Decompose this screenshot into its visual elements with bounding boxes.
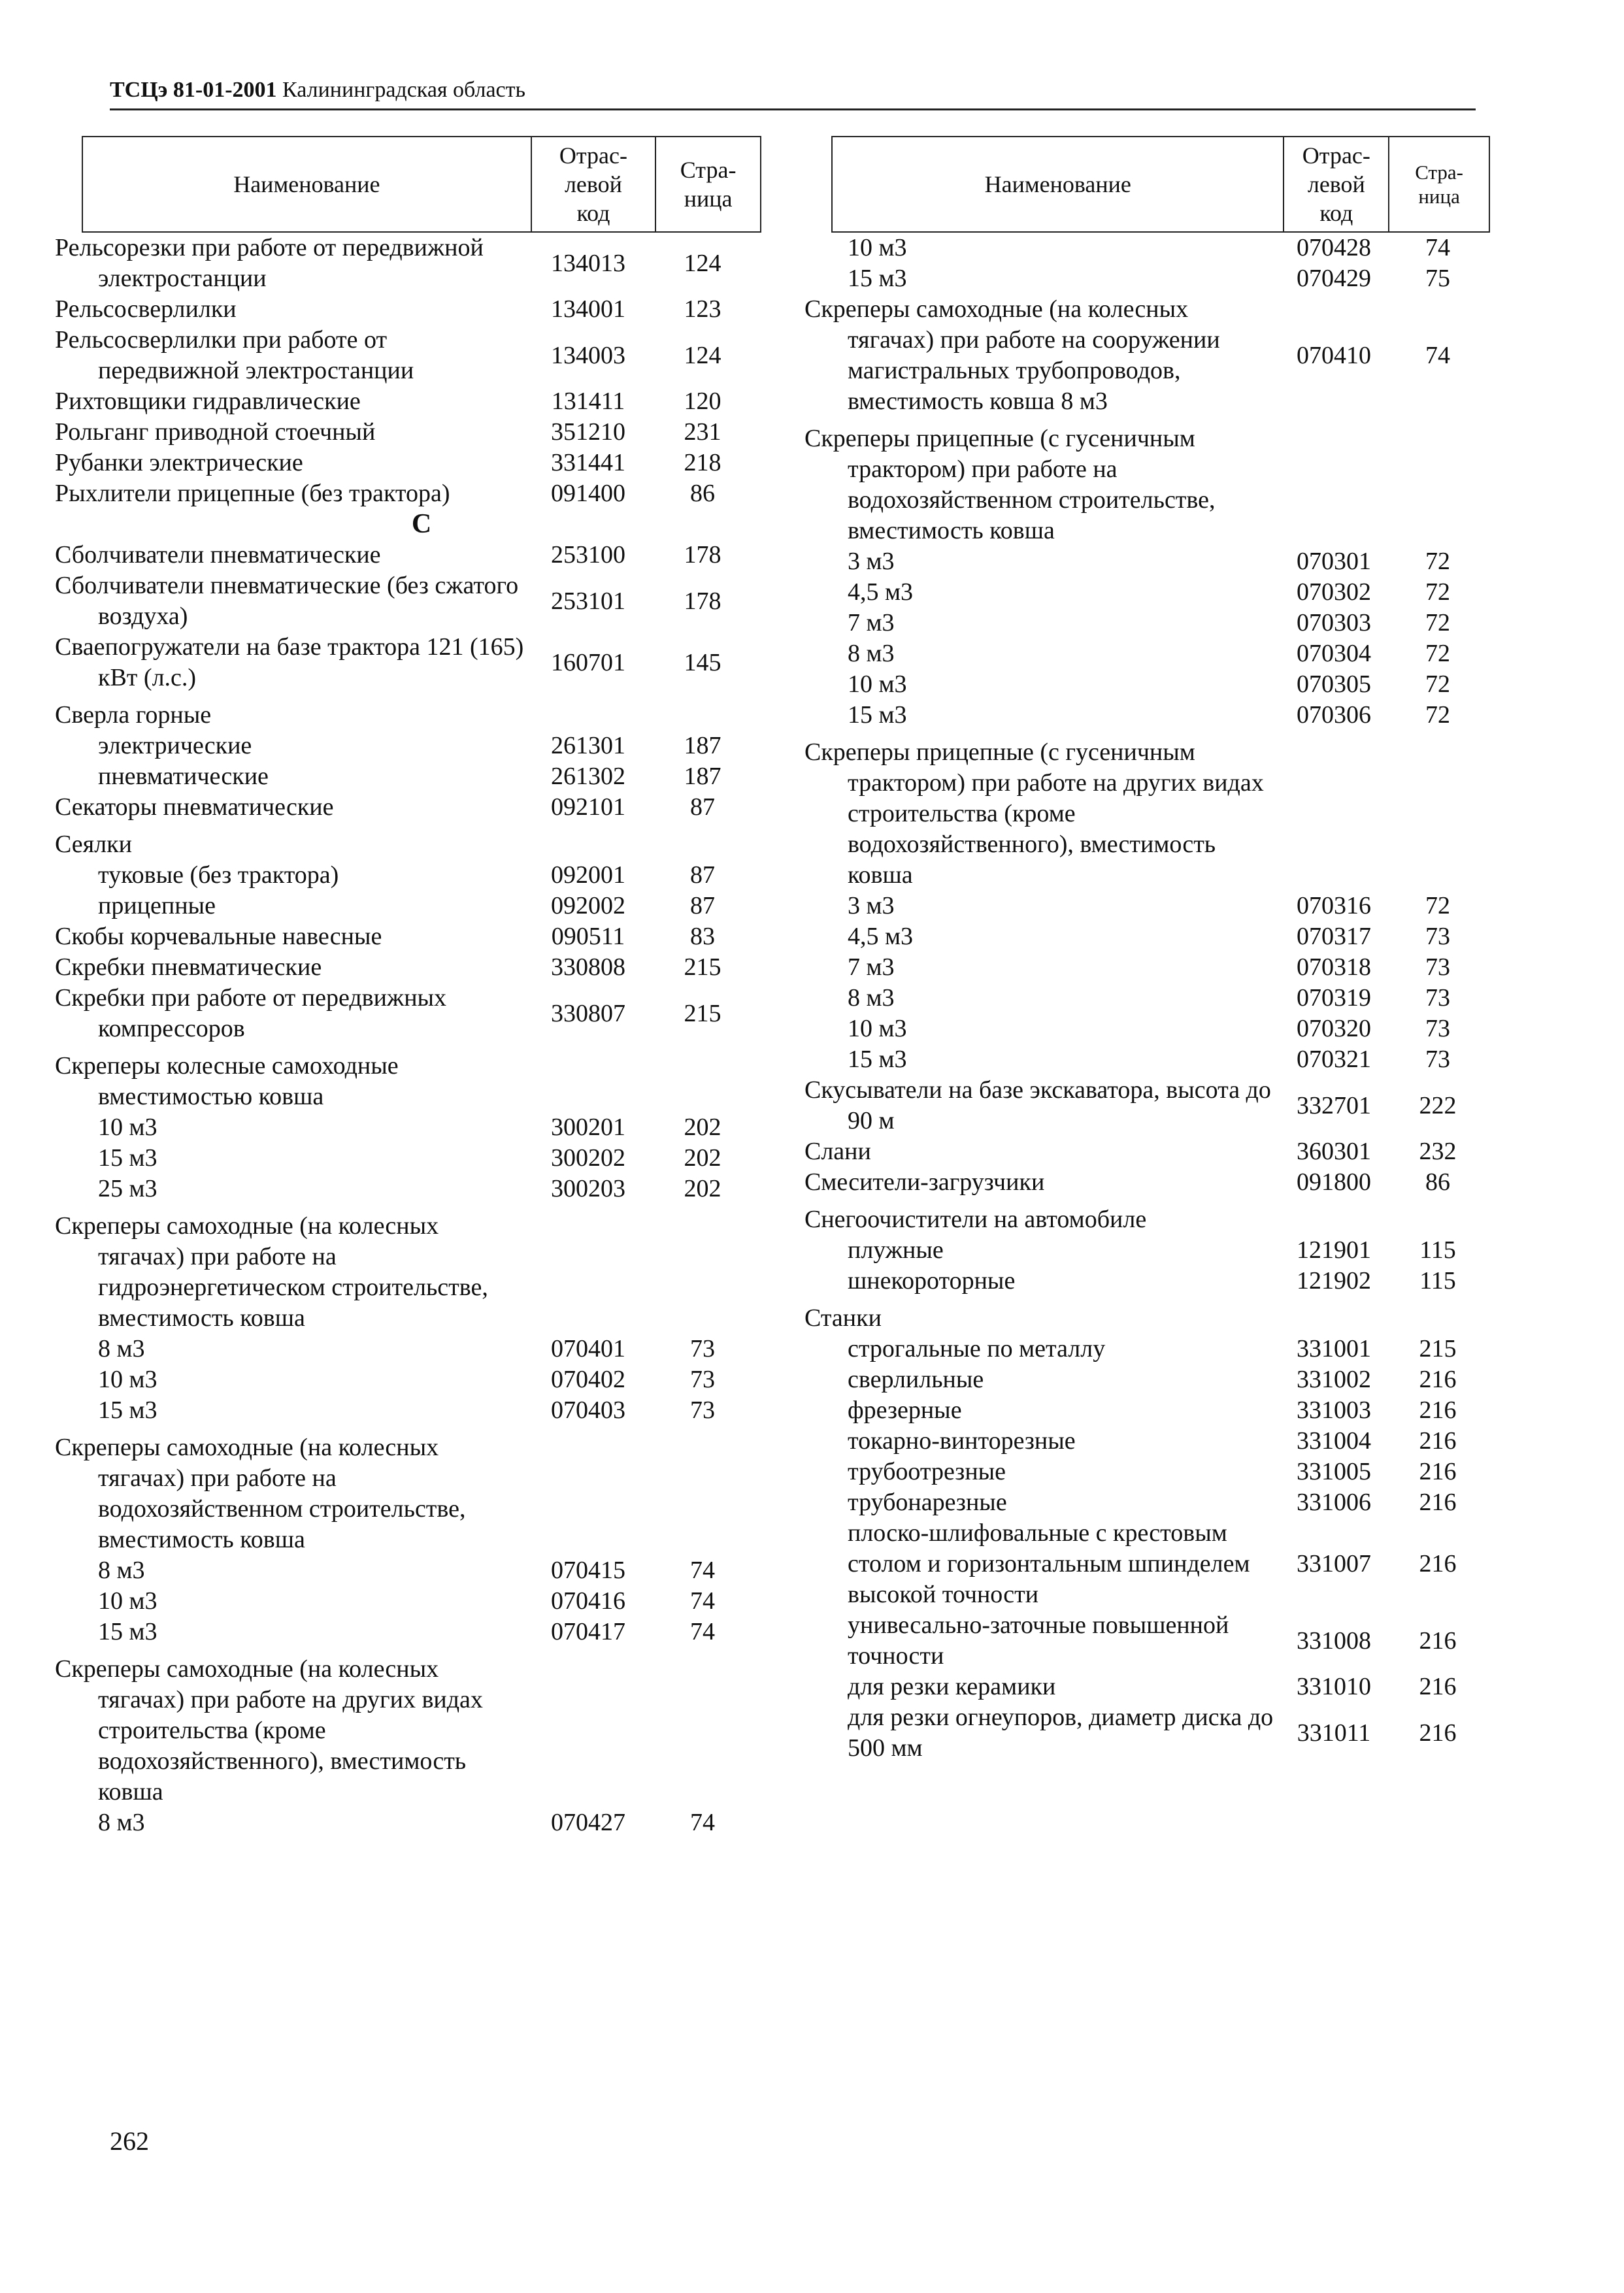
item-code: 092002 [551,892,625,919]
item-page: 72 [1425,578,1450,606]
right-column-table [804,136,1490,1764]
item-code: 331007 [1297,1550,1371,1577]
table-row [55,540,761,570]
table-row [82,1364,761,1395]
table-row [831,1235,1490,1266]
item-name: 4,5 м3 [848,923,914,950]
item-name: 15 м3 [98,1144,157,1172]
item-code: 070410 [1297,341,1371,369]
item-code: 331001 [1297,1335,1371,1362]
table-row [831,608,1490,638]
item-page: 72 [1425,640,1450,667]
item-code: 332701 [1297,1091,1371,1119]
table-row [55,952,761,983]
item-name: Слани [804,1138,871,1165]
item-code: 090511 [551,923,625,950]
item-name: Скусыватели на базе экскаватора, высота до 90 м [804,1076,1271,1134]
table-header [831,136,1490,233]
item-page: 202 [684,1175,721,1202]
group-heading-row [55,1051,761,1112]
item-code: 253100 [551,541,625,569]
item-name: Скребки при работе от передвижных компрессоров [55,984,447,1042]
item-name: для резки огнеупоров, диаметр диска до 500 мм [848,1704,1274,1762]
item-code: 331004 [1297,1427,1371,1455]
item-code: 253101 [551,587,625,615]
item-page: 222 [1419,1091,1457,1119]
item-page: 73 [1425,1015,1450,1042]
table-row [831,1334,1490,1364]
item-name: 10 м3 [98,1114,157,1141]
table-row [55,448,761,478]
page-header [110,77,1476,103]
header-name: Наименование [984,171,1131,197]
item-name: Скребки пневматические [55,953,322,981]
item-name: 10 м3 [98,1366,157,1393]
item-name: Рольганг приводной стоечный [55,418,376,446]
item-name: Рельсосверлилки [55,295,237,323]
item-page: 215 [1419,1335,1457,1362]
table-row [831,1457,1490,1487]
item-page: 73 [1425,1046,1450,1073]
item-name: токарно-винторезные [848,1427,1076,1455]
item-code: 070415 [551,1557,625,1584]
item-page: 86 [1425,1168,1450,1196]
item-page: 74 [690,1618,715,1645]
header-code-text: Отрас- левой код [1302,142,1370,226]
item-page: 178 [684,541,721,569]
item-code: 331008 [1297,1626,1371,1655]
table-row [82,1555,761,1586]
item-code: 070429 [1297,265,1371,292]
item-code: 070320 [1297,1015,1371,1042]
item-code: 091800 [1297,1168,1371,1196]
item-name: шнекороторные [848,1267,1016,1295]
table-row [82,731,761,761]
item-page: 86 [690,480,715,507]
item-code: 261301 [551,732,625,759]
item-name: прицепные [98,892,216,919]
item-page: 75 [1425,265,1450,292]
item-code: 070303 [1297,609,1371,636]
group-heading-row [55,829,761,860]
table-row [82,1174,761,1204]
item-name: 10 м3 [848,670,907,698]
item-page: 145 [684,648,721,676]
item-page: 215 [684,999,721,1027]
table-row [82,1586,761,1617]
header-code-text: Отрас- левой код [559,142,628,226]
item-page: 216 [1419,1626,1457,1655]
item-code: 070305 [1297,670,1371,698]
item-name: Скреперы прицепные (с гусеничным трактором) при работе на водохозяйственном строительстве, вместимость ковша [804,425,1216,544]
item-name: 4,5 м3 [848,578,914,606]
header-page-text: Стра- ница [1415,161,1463,208]
item-name: унивесально-заточные повышенной точности [848,1611,1229,1670]
item-code: 331006 [1297,1489,1371,1516]
table-row [82,1395,761,1426]
item-code: 070319 [1297,984,1371,1012]
table-row [831,1426,1490,1457]
item-page: 216 [1419,1489,1457,1516]
table-row [82,860,761,891]
item-name: Рельсорезки при работе от передвижной электростанции [55,234,484,292]
item-name: Рихтовщики гидравлические [55,388,361,415]
item-name: для резки керамики [848,1673,1056,1700]
item-name: 8 м3 [98,1809,145,1836]
item-page: 87 [690,793,715,821]
item-page: 115 [1419,1267,1456,1295]
item-page: 216 [1419,1366,1457,1393]
item-code: 360301 [1297,1138,1371,1165]
table-row [831,1702,1490,1764]
item-code: 121901 [1297,1236,1371,1264]
item-name: 7 м3 [848,953,895,981]
group-heading-row [804,1303,1490,1334]
item-name: трубонарезные [848,1489,1007,1516]
item-code: 134003 [551,341,625,369]
table-row [804,1167,1490,1198]
item-name: 3 м3 [848,892,895,919]
left-table-body [55,233,761,1838]
item-page: 216 [1419,1673,1457,1700]
table-header [82,136,761,233]
table-row [55,632,761,693]
item-code: 300203 [551,1175,625,1202]
item-page: 74 [1425,234,1450,261]
item-page: 216 [1419,1427,1457,1455]
item-name: Рубанки электрические [55,449,303,476]
item-page: 216 [1419,1458,1457,1485]
group-heading-row [55,1432,761,1555]
table-row [831,952,1490,983]
item-code: 070318 [1297,953,1371,981]
table-row [55,294,761,325]
item-code: 121902 [1297,1267,1371,1295]
item-code: 134013 [551,249,625,277]
item-code: 091400 [551,480,625,507]
item-name: 8 м3 [848,640,895,667]
item-name: 10 м3 [848,1015,907,1042]
item-code: 330808 [551,953,625,981]
item-page: 72 [1425,670,1450,698]
table-row [82,1112,761,1143]
item-page: 215 [684,953,721,981]
item-page: 83 [690,923,715,950]
table-row [831,921,1490,952]
item-name: 10 м3 [848,234,907,261]
item-code: 070417 [551,1618,625,1645]
header-page [655,137,760,231]
item-page: 216 [1419,1719,1457,1747]
item-name: 8 м3 [848,984,895,1012]
group-heading-row [804,1204,1490,1235]
item-code: 351210 [551,418,625,446]
left-column-table [55,136,761,1838]
item-code: 070416 [551,1587,625,1615]
item-name: трубоотрезные [848,1458,1006,1485]
item-name: Скобы корчевальные навесные [55,923,382,950]
item-name: 8 м3 [98,1557,145,1584]
group-heading-row [55,1654,761,1807]
header-page [1388,137,1489,231]
item-name: 25 м3 [98,1175,157,1202]
item-name: туковые (без трактора) [98,861,339,889]
item-name: плоско-шлифовальные с крестовым столом и горизонтальным шпинделем высокой точности [848,1519,1250,1608]
item-code: 070403 [551,1396,625,1424]
table-row [55,921,761,952]
item-code: 331011 [1297,1719,1371,1747]
item-code: 070427 [551,1809,625,1836]
item-page: 72 [1425,892,1450,919]
table-row [831,1395,1490,1426]
item-code: 331010 [1297,1673,1371,1700]
table-row [82,1807,761,1838]
item-code: 331441 [551,449,625,476]
item-name: Скреперы прицепные (с гусеничным трактором) при работе на других видах строительства (кроме водохозяйственного), вместимость ковша [804,738,1264,889]
region-name: Калининградская область [282,78,526,102]
table-row [831,1044,1490,1075]
header-page-text: Стра- ница [680,157,737,212]
item-code: 092101 [551,793,625,821]
item-name: Скреперы самоходные (на колесных тягачах) при работе на гидроэнергетическом строительстве, вместимость ковша [55,1212,488,1332]
item-page: 73 [1425,923,1450,950]
item-page: 73 [690,1366,715,1393]
item-code: 070321 [1297,1046,1371,1073]
item-name: Сболчиватели пневматические (без сжатого воздуха) [55,572,519,630]
item-page: 202 [684,1144,721,1172]
item-page: 231 [684,418,721,446]
item-code: 070304 [1297,640,1371,667]
table-row [55,478,761,509]
group-heading-row [804,737,1490,891]
item-name: 15 м3 [848,701,907,729]
item-name: строгальные по металлу [848,1335,1106,1362]
group-heading-row [804,423,1490,546]
item-code: 134001 [551,295,625,323]
item-page: 73 [690,1335,715,1362]
right-table-body [804,233,1490,1764]
table-row [804,1075,1490,1136]
table-row [831,1014,1490,1044]
table-row [82,1143,761,1174]
table-row [804,1136,1490,1167]
item-name: Скреперы самоходные (на колесных тягачах) при работе на сооружении магистральных трубопроводов, вместимость ковша 8 м3 [804,295,1220,415]
item-name: фрезерные [848,1396,962,1424]
item-code: 070402 [551,1366,625,1393]
item-code: 330807 [551,999,625,1027]
item-name: Сваепогружатели на базе трактора 121 (165) кВт (л.с.) [55,633,524,691]
item-name: Рельсосверлилки при работе от передвижной электростанции [55,326,414,384]
item-page: 72 [1425,548,1450,575]
table-row [831,577,1490,608]
item-code: 261302 [551,763,625,790]
item-code: 092001 [551,861,625,889]
item-code: 160701 [551,648,625,676]
table-row [82,1334,761,1364]
table-row [831,638,1490,669]
table-row [831,700,1490,731]
table-row [82,891,761,921]
item-name: 15 м3 [848,1046,907,1073]
item-name: Сболчиватели пневматические [55,541,381,569]
item-page: 74 [690,1809,715,1836]
item-page: 124 [684,249,721,277]
item-code: 070428 [1297,234,1371,261]
item-page: 115 [1419,1236,1456,1264]
item-name: 10 м3 [98,1587,157,1615]
item-name: пневматические [98,763,269,790]
item-page: 72 [1425,701,1450,729]
item-page: 187 [684,732,721,759]
table-row [55,570,761,632]
table-row [831,891,1490,921]
item-name: Сверла горные [55,701,212,729]
item-code: 070302 [1297,578,1371,606]
item-name: 15 м3 [98,1618,157,1645]
item-name: Станки [804,1304,882,1332]
table-row [55,792,761,823]
item-name: Снегоочистители на автомобиле [804,1206,1147,1233]
item-page: 87 [690,861,715,889]
item-name: Секаторы пневматические [55,793,334,821]
page-number: 262 [110,2126,149,2156]
item-code: 070316 [1297,892,1371,919]
item-name: электрические [98,732,252,759]
item-page: 202 [684,1114,721,1141]
item-page: 123 [684,295,721,323]
header-code [531,137,655,231]
table-row [82,761,761,792]
group-heading-row [55,1211,761,1334]
table-row [831,263,1490,294]
item-name: 15 м3 [848,265,907,292]
table-row [831,1487,1490,1518]
item-page: 216 [1419,1396,1457,1424]
item-name: плужные [848,1236,944,1264]
document-code: ТСЦэ 81-01-2001 [110,78,277,102]
item-code: 070317 [1297,923,1371,950]
header-code [1283,137,1388,231]
item-name: сверлильные [848,1366,984,1393]
item-page: 74 [1425,341,1450,369]
table-row [82,1617,761,1647]
item-name: Смесители-загрузчики [804,1168,1045,1196]
item-page: 72 [1425,609,1450,636]
table-row [55,386,761,417]
item-page: 232 [1419,1138,1457,1165]
table-row [831,983,1490,1014]
item-page: 87 [690,892,715,919]
table-row [831,1672,1490,1702]
item-code: 300202 [551,1144,625,1172]
item-page: 74 [690,1587,715,1615]
item-page: 178 [684,587,721,615]
header-rule [110,108,1476,110]
header-name: Наименование [233,171,380,197]
item-page: 73 [690,1396,715,1424]
table-row [804,294,1490,417]
item-name: Скреперы колесные самоходные вместимостью ковша [55,1052,399,1110]
table-row [831,1266,1490,1296]
table-row [55,233,761,294]
table-row [55,417,761,448]
item-code: 300201 [551,1114,625,1141]
item-page: 74 [690,1557,715,1584]
item-name: 3 м3 [848,548,895,575]
item-code: 070306 [1297,701,1371,729]
table-row [831,546,1490,577]
item-name: Скреперы самоходные (на колесных тягачах) при работе на других видах строительства (кроме водохозяйственного), вместимость ковша [55,1655,483,1806]
item-name: Рыхлители прицепные (без трактора) [55,480,450,507]
item-page: 216 [1419,1550,1457,1577]
item-page: 73 [1425,984,1450,1012]
item-code: 070401 [551,1335,625,1362]
item-code: 331003 [1297,1396,1371,1424]
table-row [831,669,1490,700]
item-page: 124 [684,341,721,369]
item-page: 120 [684,388,721,415]
table-row [831,1610,1490,1672]
item-name: Сеялки [55,831,132,858]
table-row [55,325,761,386]
table-row [831,1518,1490,1610]
section-letter: С [411,509,432,539]
table-row [831,233,1490,263]
item-name: 8 м3 [98,1335,145,1362]
table-row [55,983,761,1044]
table-row [831,1364,1490,1395]
item-name: 7 м3 [848,609,895,636]
item-name: Скреперы самоходные (на колесных тягачах) при работе на водохозяйственном строительстве, вместимость ковша [55,1434,466,1553]
item-code: 131411 [551,388,625,415]
item-page: 73 [1425,953,1450,981]
group-heading-row [55,700,761,731]
item-code: 331005 [1297,1458,1371,1485]
item-page: 187 [684,763,721,790]
item-code: 070301 [1297,548,1371,575]
item-code: 331002 [1297,1366,1371,1393]
item-page: 218 [684,449,721,476]
item-name: 15 м3 [98,1396,157,1424]
